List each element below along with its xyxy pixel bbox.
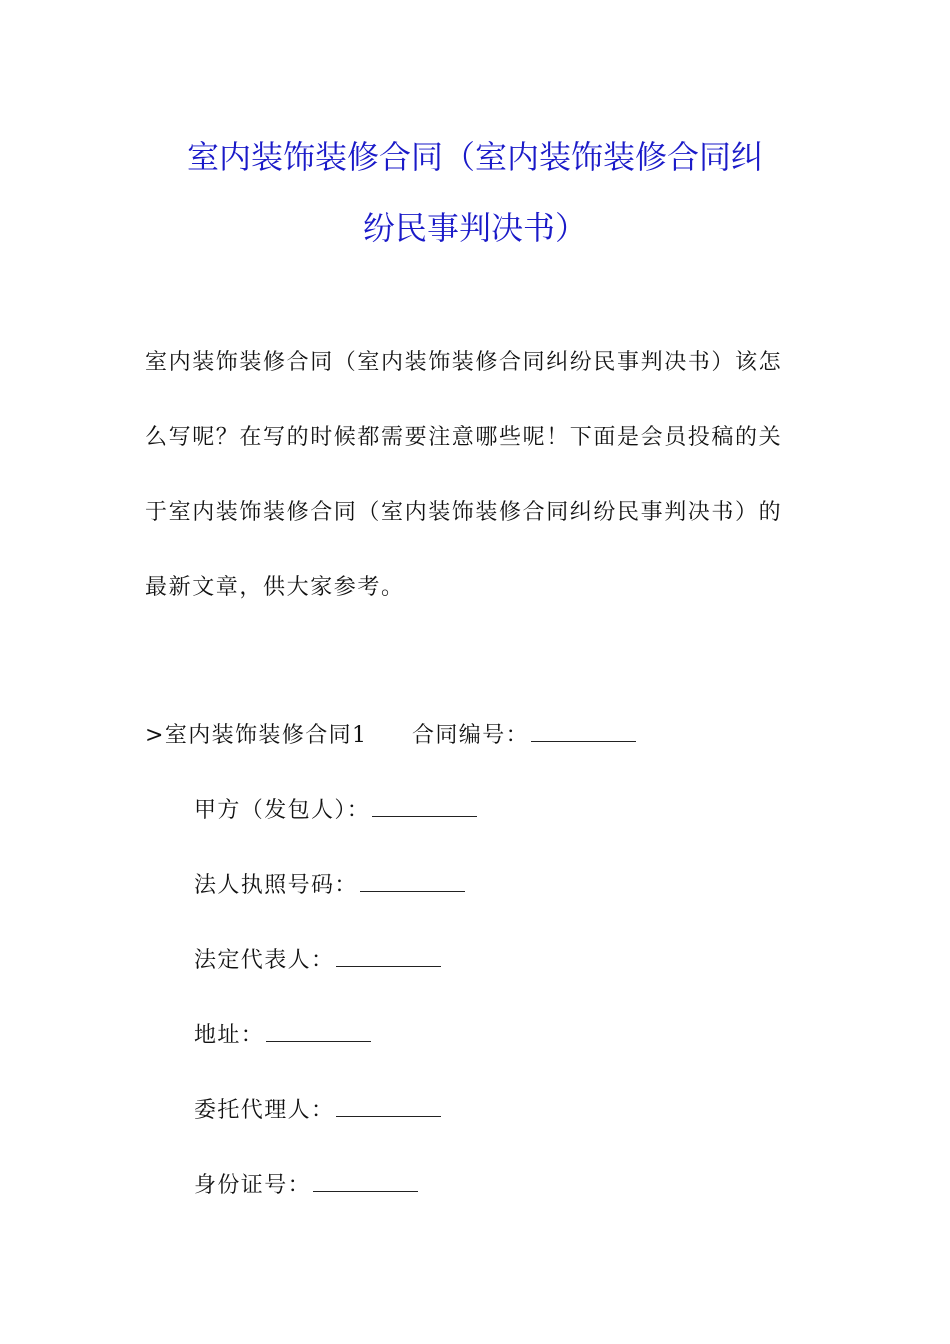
id-number-field [194,1168,418,1199]
party-a-label: 甲方（发包人）： [194,798,371,823]
address-blank [266,1021,371,1042]
license-number-blank [360,871,465,892]
authorized-agent-label: 委托代理人： [194,1098,335,1123]
contract-heading: >室内装饰装修合同1 [145,723,368,748]
address-field [194,1018,371,1049]
party-a-blank [372,796,477,817]
contract-number-blank [531,721,636,742]
authorized-agent-field [194,1093,441,1124]
id-number-label: 身份证号： [194,1173,312,1198]
document-title-line-1: 室内装饰装修合同（室内装饰装修合同纠 [186,138,763,176]
legal-representative-field [194,943,441,974]
id-number-blank [313,1171,418,1192]
document-title-line-2: 纷民事判决书） [362,209,587,247]
license-number-field [194,868,465,899]
intro-paragraph-line-4: 最新文章，供大家参考。 [145,575,405,600]
intro-paragraph-line-1: 室内装饰装修合同（室内装饰装修合同纠纷民事判决书）该怎 [145,350,783,375]
license-number-label: 法人执照号码： [194,873,358,898]
contract-number-field [412,718,636,749]
address-label: 地址： [194,1023,265,1048]
intro-paragraph-line-3: 于室内装饰装修合同（室内装饰装修合同纠纷民事判决书）的 [145,500,783,525]
party-a-field [194,793,477,824]
intro-paragraph-line-2: 么写呢？在写的时候都需要注意哪些呢！下面是会员投稿的关 [145,425,783,450]
contract-number-label: 合同编号： [412,723,530,748]
legal-representative-blank [336,946,441,967]
legal-representative-label: 法定代表人： [194,948,335,973]
authorized-agent-blank [336,1096,441,1117]
